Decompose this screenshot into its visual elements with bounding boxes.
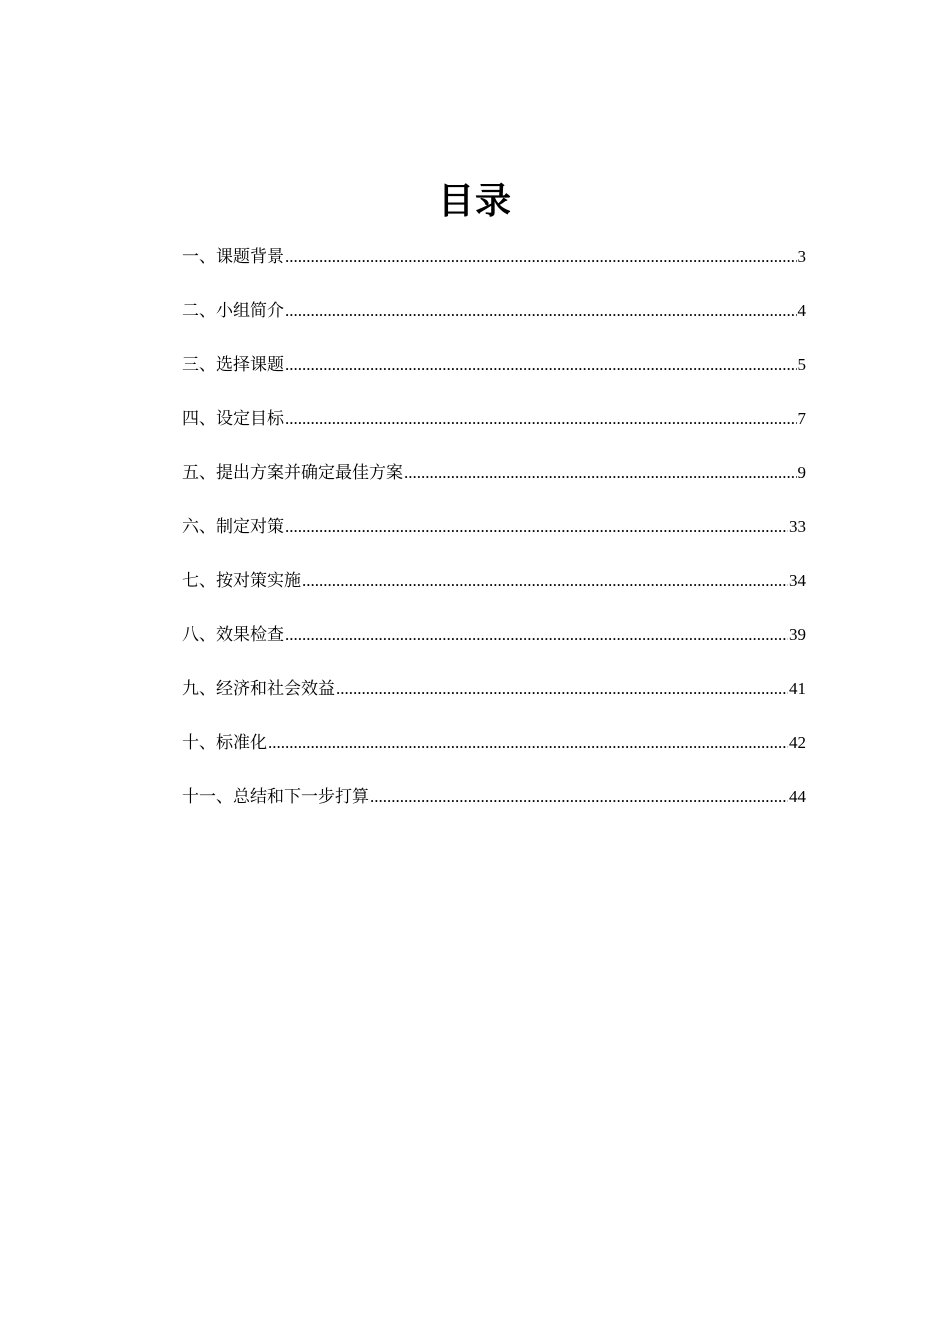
- toc-entry[interactable]: [182, 402, 806, 456]
- toc-entry[interactable]: [182, 564, 806, 618]
- toc-entry-page: 5: [797, 355, 806, 374]
- toc-entry-page: 42: [789, 733, 806, 752]
- toc-entry[interactable]: [182, 348, 806, 402]
- toc-entry-page: 41: [789, 679, 806, 698]
- toc-entry-label: 六、制定对策: [182, 517, 284, 536]
- toc-entry-label: 九、经济和社会效益: [182, 679, 335, 698]
- toc-title: 目录: [437, 181, 512, 222]
- toc-dot-leader: [336, 672, 788, 706]
- toc-entry[interactable]: [182, 672, 806, 726]
- toc-dot-leader: [302, 564, 788, 598]
- toc-entry-label: 二、小组简介: [182, 301, 284, 320]
- toc-dot-leader: [285, 294, 797, 328]
- toc-entry-page: 4: [797, 301, 806, 320]
- toc-dot-leader: [285, 618, 788, 652]
- toc-dot-leader: [285, 348, 797, 382]
- toc-entry-page: 34: [789, 571, 806, 590]
- toc-dot-leader: [268, 726, 788, 760]
- toc-entry-label: 十一、总结和下一步打算: [182, 787, 369, 806]
- toc-entry-label: 七、按对策实施: [182, 571, 301, 590]
- toc-entry[interactable]: [182, 294, 806, 348]
- toc-dot-leader: [285, 402, 797, 436]
- toc-dot-leader: [370, 780, 788, 814]
- toc-entry-page: 3: [797, 247, 806, 266]
- toc-entry-page: 9: [797, 463, 806, 482]
- toc-list: [182, 240, 806, 834]
- toc-entry[interactable]: [182, 780, 806, 834]
- toc-entry-label: 十、标准化: [182, 733, 267, 752]
- toc-dot-leader: [285, 510, 788, 544]
- toc-entry[interactable]: [182, 240, 806, 294]
- toc-entry-page: 7: [797, 409, 806, 428]
- toc-entry-label: 八、效果检查: [182, 625, 284, 644]
- toc-dot-leader: [404, 456, 797, 490]
- toc-entry[interactable]: [182, 456, 806, 510]
- toc-entry-page: 33: [789, 517, 806, 536]
- toc-entry-label: 五、提出方案并确定最佳方案: [182, 463, 403, 482]
- toc-entry[interactable]: [182, 510, 806, 564]
- toc-entry-page: 39: [789, 625, 806, 644]
- toc-entry-label: 四、设定目标: [182, 409, 284, 428]
- toc-entry-page: 44: [789, 787, 806, 806]
- toc-entry[interactable]: [182, 726, 806, 780]
- toc-entry[interactable]: [182, 618, 806, 672]
- toc-entry-label: 一、课题背景: [182, 247, 284, 266]
- toc-entry-label: 三、选择课题: [182, 355, 284, 374]
- toc-dot-leader: [285, 240, 797, 274]
